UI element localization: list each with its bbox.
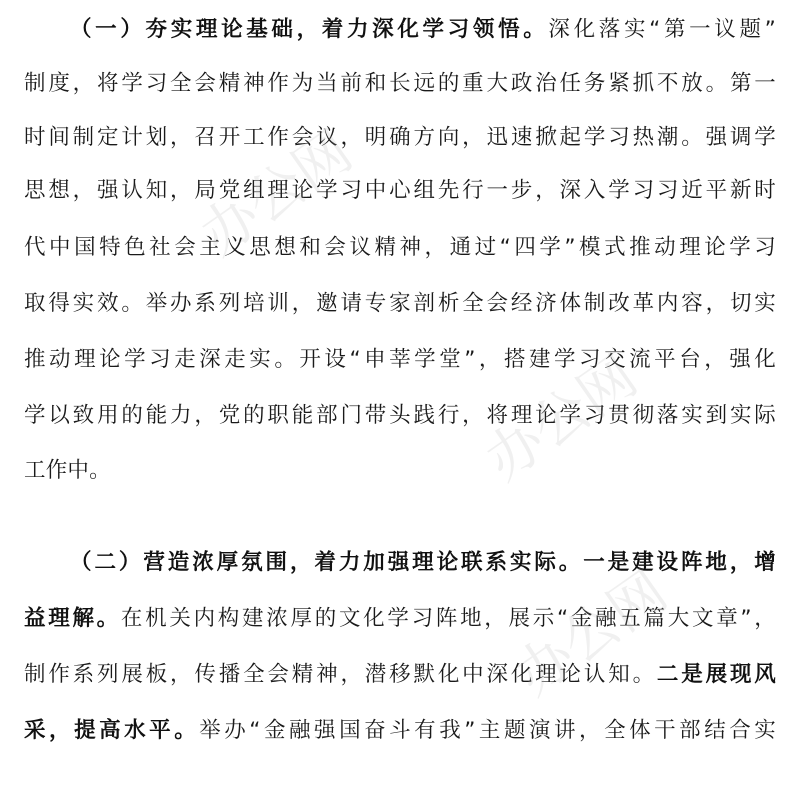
- section-1-heading: （一）夯实理论基础，着力深化学习领悟。: [70, 17, 549, 42]
- point-1-end: 益理解。: [24, 606, 121, 631]
- watermark: 办公网: [504, 558, 680, 709]
- paragraph-1-line-9: 工作中。: [24, 458, 111, 483]
- section-2-heading: （二）营造浓厚氛围，着力加强理论联系实际。一是建设阵地，增: [70, 550, 776, 575]
- paragraph-1-line-1: [70, 14, 776, 46]
- paragraph-1-line-5: 代中国特色社会主义思想和会议精神，通过“四学”模式推动理论学习: [24, 235, 776, 260]
- paragraph-2-line-4: 采，提高水平。举办“金融强国奋斗有我”主题演讲，全体干部结合实: [24, 718, 776, 743]
- point-2-heading-end: 采，提高水平。: [24, 718, 200, 743]
- paragraph-1-line-3: 时间制定计划，召开工作会议，明确方向，迅速掀起学习热潮。强调学: [24, 125, 776, 150]
- paragraph-1-line-6: 取得实效。举办系列培训，邀请专家剖析全会经济体制改革内容，切实: [24, 291, 776, 316]
- paragraph-2-line-3: 制作系列展板，传播全会精神，潜移默化中深化理论认知。二是展现风: [24, 662, 776, 687]
- paragraph-2-line-1: [70, 547, 776, 579]
- paragraph-1-line-8: 学以致用的能力，党的职能部门带头践行，将理论学习贯彻落实到实际: [24, 403, 776, 428]
- paragraph-1-line-7: 推动理论学习走深走实。开设“申莘学堂”，搭建学习交流平台，强化: [24, 347, 776, 372]
- watermark: 办公网: [474, 343, 650, 494]
- paragraph-1-text: 深化落实“第一议题”: [548, 17, 776, 42]
- paragraph-1-line-4: 思想，强认知，局党组理论学习中心组先行一步，深入学习习近平新时: [24, 178, 776, 203]
- point-2-heading: 二是展现风: [656, 662, 776, 687]
- paragraph-2-line-2: 益理解。在机关内构建浓厚的文化学习阵地，展示“金融五篇大文章”，: [24, 606, 776, 631]
- watermark: 办公网: [189, 118, 365, 269]
- paragraph-1-line-2: 制度，将学习全会精神作为当前和长远的重大政治任务紧抓不放。第一: [24, 71, 776, 96]
